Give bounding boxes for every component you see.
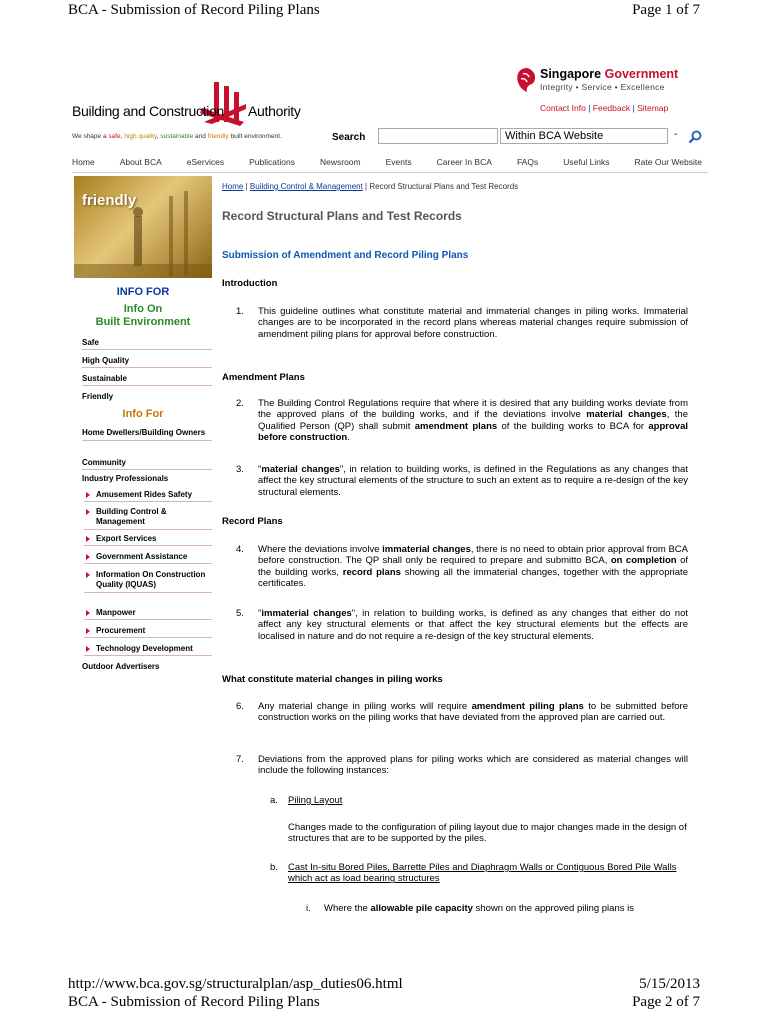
sidebar-sub-iquas[interactable]: Information On Construction Quality (IQUAS) [84, 568, 212, 593]
sidebar-sub-export-services[interactable]: Export Services [84, 532, 212, 546]
nav-faqs[interactable]: FAQs [516, 156, 539, 167]
nav-about-bca[interactable]: About BCA [119, 156, 162, 167]
sidebar-sub-government-assistance[interactable]: Government Assistance [84, 550, 212, 564]
bca-name-left: Building and Construction [72, 103, 225, 119]
breadcrumb-home-link[interactable]: Home [222, 182, 244, 191]
hero-image [74, 176, 212, 278]
sidebar-info-on-heading: Info On Built Environment [95, 303, 191, 328]
nav-career[interactable]: Career In BCA [436, 156, 492, 167]
sidebar-sub-manpower[interactable]: Manpower [84, 606, 212, 620]
main-nav [72, 151, 708, 173]
breadcrumb-current: Record Structural Plans and Test Records [369, 182, 519, 191]
nav-rate-website[interactable]: Rate Our Website [634, 156, 702, 167]
nav-useful-links[interactable]: Useful Links [563, 156, 610, 167]
paragraph-3: 3. "material changes", in relation to building works, is defined in the Regulations as any changes that affect the key structural elements of the structure to such an extent as to require a re-design of the key structural elements. [236, 464, 688, 498]
print-header-title: BCA - Submission of Record Piling Plans [68, 2, 320, 18]
search-dash: - [674, 129, 678, 140]
search-input[interactable] [378, 128, 498, 144]
search-label: Search [332, 132, 366, 143]
sidebar-sub-technology-development[interactable]: Technology Development [84, 642, 212, 656]
paragraph-4: 4. Where the deviations involve immaterial changes, there is no need to obtain prior approval from BCA before construction. The QP shall only be required to prepare and submitto BCA, on completion of the building works, record plans showing all the immaterial changes, together with the appropriate certificates. [236, 544, 689, 589]
page-subtitle: Submission of Amendment and Record Piling Plans [222, 250, 469, 261]
sidebar-info-for2-heading: Info For [122, 408, 164, 420]
top-links: Contact Info | Feedback | Sitemap [540, 103, 669, 113]
sidebar-item-high-quality[interactable]: High Quality [82, 354, 212, 368]
sub-item-a-body: Changes made to the configuration of piling layout due to major changes made in the design of structures that are to be supported by the piles. [288, 822, 687, 845]
sub-item-b: b. Cast In-situ Bored Piles, Barrette Piles and Diaphragm Walls or Contiguous Bored Pile Walls which act as load bearing structures [270, 862, 677, 885]
hero-scene-icon [74, 176, 212, 278]
bca-name-right: Authority [248, 103, 301, 119]
breadcrumb: Home | Building Control & Management | Record Structural Plans and Test Records [222, 182, 519, 191]
sidebar-item-home-dwellers[interactable]: Home Dwellers/Building Owners [82, 426, 212, 441]
feedback-link[interactable]: Feedback [592, 103, 631, 113]
contact-info-link[interactable]: Contact Info [540, 103, 586, 113]
nav-newsroom[interactable]: Newsroom [319, 156, 361, 167]
sub-item-a: a. Piling Layout [270, 795, 343, 806]
sidebar-item-industry-professionals: Industry Professionals [82, 474, 169, 483]
paragraph-2: 2. The Building Control Regulations require that where it is desired that any building works deviate from the approved plans of the building works, and if the deviations involve material changes, the Qualified Person (QP) shall submit amendment plans of the building works to BCA for approval before construction. [236, 398, 688, 443]
sidebar-item-sustainable[interactable]: Sustainable [82, 372, 212, 386]
sidebar-item-safe[interactable]: Safe [82, 336, 212, 350]
print-header-page: Page 1 of 7 [632, 2, 700, 18]
hero-text: friendly [82, 192, 137, 209]
heading-introduction: Introduction [222, 278, 278, 289]
sidebar-item-friendly[interactable]: Friendly [82, 392, 114, 401]
sidebar-sub-procurement[interactable]: Procurement [84, 624, 212, 638]
lion-head-icon[interactable] [514, 66, 538, 94]
paragraph-6: 6. Any material change in piling works will require amendment piling plans to be submitted before construction works on the piling works that have deviated from the approved plan are carried out. [236, 701, 688, 724]
sitemap-link[interactable]: Sitemap [637, 103, 669, 113]
sidebar-item-outdoor-advertisers[interactable]: Outdoor Advertisers [82, 662, 160, 671]
sidebar-sub-building-control[interactable]: Building Control & Management [84, 505, 212, 530]
paragraph-1: 1. This guideline outlines what constitute material and immaterial changes in piling works. Immaterial changes are to be incorporated in the record plans whereas material changes require submission of amendment piling plans for approval before construction. [236, 306, 688, 340]
breadcrumb-bcm-link[interactable]: Building Control & Management [249, 182, 363, 191]
sub-item-b-i: i. Where the allowable pile capacity shown on the approved piling plans is [306, 903, 634, 914]
heading-record-plans: Record Plans [222, 516, 283, 527]
sidebar-sub-amusement-rides[interactable]: Amusement Rides Safety [84, 488, 212, 502]
heading-amendment-plans: Amendment Plans [222, 372, 305, 383]
print-footer-url: http://www.bca.gov.sg/structuralplan/asp_duties06.html [68, 976, 403, 992]
print-footer-date: 5/15/2013 [639, 976, 700, 992]
sg-gov-name: Singapore Government [540, 67, 679, 81]
heading-what-constitute: What constitute material changes in piling works [222, 674, 443, 685]
print-footer-title: BCA - Submission of Record Piling Plans [68, 994, 320, 1010]
search-scope-select[interactable]: Within BCA Website [500, 128, 668, 144]
paragraph-7: 7. Deviations from the approved plans for piling works which are considered as material changes will include the following instances: [236, 754, 688, 777]
nav-home[interactable]: Home [72, 156, 95, 167]
search-icon[interactable] [688, 130, 702, 144]
sidebar-item-community[interactable]: Community [82, 456, 212, 470]
bca-tagline: We shape a safe, high quality, sustainable and friendly built environment. [72, 133, 282, 140]
sidebar-info-for-heading: INFO FOR [116, 286, 170, 298]
nav-events[interactable]: Events [385, 156, 412, 167]
print-footer-page: Page 2 of 7 [632, 994, 700, 1010]
sg-gov-motto: Integrity • Service • Excellence [540, 82, 665, 92]
page-title: Record Structural Plans and Test Records [222, 209, 462, 223]
nav-eservices[interactable]: eServices [186, 156, 225, 167]
paragraph-5: 5. "immaterial changes", in relation to building works, is defined as any changes that either do not affect any key structural elements or that affect the key structural elements but the effects are localised in nature and do not require a re-design of the key structural elements. [236, 608, 688, 642]
nav-publications[interactable]: Publications [249, 156, 295, 167]
